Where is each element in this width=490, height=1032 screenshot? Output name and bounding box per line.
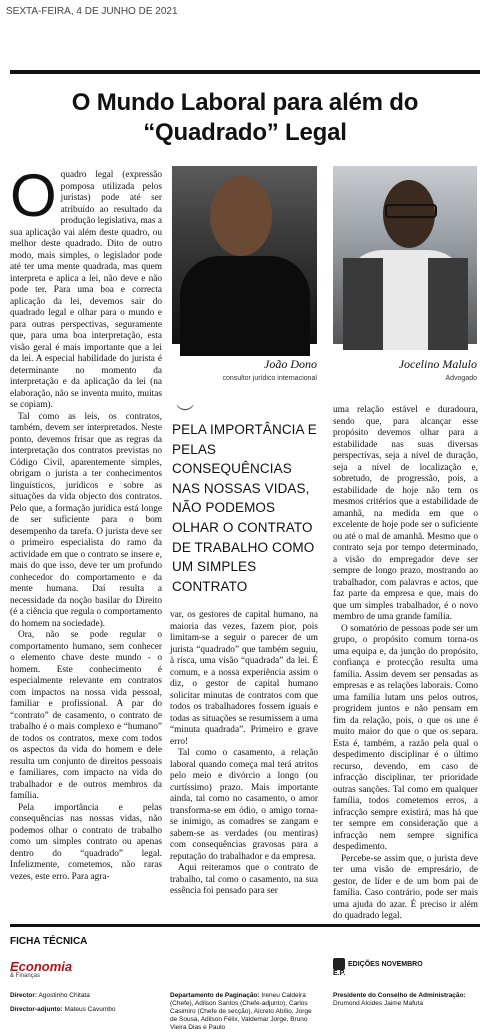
pull-quote: PELA IMPORTÂNCIA E PELAS CONSEQUÊNCIAS NAS NOSSAS VIDAS, NÃO PODEMOS OLHAR O CONTRATO DE TRABALHO COMO UM SIMPLES CONTRATO <box>172 422 317 594</box>
publisher-logo-icon <box>333 958 345 970</box>
pagination-label: Departamento de Paginação: <box>170 992 260 999</box>
paragraph: Ora, não se pode regular o comportamento humano, sem conhecer o elemento chave deste mundo - o homem. Este conhecimento é especialmente relevante em contratos com impactos na nossa vida pessoal, familiar e profissional. A par do “contrato” de casamento, o contrato de trabalho é o mais complexo e “humano” de todos os contratos, mexe com todos os aspectos da vida do homem e dele resulta um conjunto de direitos pessoais e familiares, com impacto na vida do trabalhador e de outros membros da família. <box>10 630 162 801</box>
director-credit <box>10 992 160 1000</box>
author-name: Jocelino Malulo <box>398 357 477 371</box>
director-label: Director: <box>10 992 38 999</box>
article-column-1 <box>10 162 162 908</box>
author-photo-jocelino-malulo <box>333 166 477 344</box>
author-role: consultor jurídico internacional <box>222 375 317 382</box>
paragraph: Tal como as leis, os contratos, também, devem ser interpretados. Neste ponto, devemos frisar que as regras da interpretação dos contratos previstas no Código Civil, aparentemente simples, obrigam o jurista a ter conhecimentos linguísticos, jurídicos e sobre as situações da vida objecto dos contratos. Pelo que, a formação jurídica está longe de ser suficiente para o bom desempenho da tarefa. O jurista deve ser o primeiro especialista do ramo da actividade em que o contrato se insere e, mais do que isso, deve ter um profundo conhecedor do comportamento e da mente humana. Daí resulta a necessidade da noção basilar do Direito (é a ciência que regula o comportamento do homem na sociedade). <box>10 411 162 629</box>
paragraph: var, os gestores de capital humano, na maioria das vezes, fazem pior, pois limitam-se a seguir o parecer de um jurista “quadrado” que também seguiu, à risca, uma visão “quadrada” da lei. É comum, e a nossa experiência assim o diz, o gestor de capital humano solicitar minutas de contratos com que todos os trabalhadores fossem iguais e todas as situações se resumissem a uma “minuta quadrada”. Primeiro e grave erro! <box>170 610 318 747</box>
publisher-logo-text: EDIÇÕES NOVEMBRO E.P. <box>333 960 423 977</box>
pagination-credit <box>170 992 320 1032</box>
paragraph: Percebe-se assim que, o jurista deve ter uma visão de empresário, de gestor, de líder e de um bom pai de família. Caso contrário, pode ser mais uma ajuda do azar. É preciso ir além do quadrado legal. <box>333 853 478 921</box>
photo-figure-body <box>180 256 310 356</box>
article-column-2 <box>170 610 318 908</box>
article-column-3 <box>333 405 478 921</box>
article-headline: O Mundo Laboral para além do “Quadrado” Legal <box>71 89 419 146</box>
paragraph: Aqui reiteramos que o contrato de trabalho, tal como o casamento, na sua essência foi pensado para ser <box>170 863 318 896</box>
pagination-names: Ireneu Caldeira (Chefe), Adilson Santos (Chefe-adjunto), Carlos Casimiro (Chefe de secção), Alcreto Abílio, Jorge de Sousa, Adilson Félix, Valdemar Jorge, Bruno Vieira Dias e Paulo <box>170 992 312 1031</box>
photo-figure-head <box>210 176 272 256</box>
logo-sub-text: & Finanças <box>10 973 41 979</box>
deputy-name: Mateus Cavumbo <box>64 1006 116 1013</box>
drop-cap: O <box>10 162 57 229</box>
bottom-rule <box>10 924 480 927</box>
paragraph: quadro legal (expressão pomposa utilizada pelos juristas) pode até ser atribuído ao resultado da produção legislativa, mas a sua aplicação vai além deste quadro, ou melhor deste quadrado. Dito de outro modo, mais simples, o legislador pode até ter uma mente quadrada, mas quem interpreta e aplica a lei, não deve e não pode ter. Para uma boa e correcta aplicação da lei, devemos sair do quadrado legal e olhar para o mundo e para outras perspectivas, seguramente que, para uma boa interpretação, esta visão geral é mais importante que a lei da lei. A especial habilidade do jurista é determinante no momento da interpretação e da aplicação da lei (na elaboração, não se inventa muito, muitas se copiam). <box>10 170 162 410</box>
president-name: Drumond Alcides Jaime Mafuta <box>333 1000 423 1007</box>
top-rule <box>10 70 480 74</box>
photo-figure-jacket <box>343 258 383 350</box>
author-role: Advogado <box>445 375 477 382</box>
director-name: Agostinho Chitata <box>38 992 90 999</box>
author-name: João Dono <box>264 357 317 371</box>
economia-financas-logo <box>10 960 80 980</box>
president-credit <box>333 992 478 1008</box>
photo-figure-glasses <box>385 204 437 218</box>
edicoes-novembro-logo <box>333 958 433 978</box>
photo-figure-jacket <box>428 258 468 350</box>
logo-main-text: Economia <box>10 959 73 974</box>
paragraph: uma relação estável e duradoura, sendo que, para alcançar esse propósito devemos olhar para a estabilidade nas suas diversas perspectivas, seja a nível de duração, seja a nível de localização e, sobretudo, de progressão, pois, a estabilidade de hoje não tem os mesmos critérios que a estabilidade de amanhã, na medida em que o excelente de hoje pode ser o suficiente ou até o mal de amanhã. Mesmo que o contrato seja por tempo determinado, a visão do empregador deve ser sempre de longo prazo, mostrando ao trabalhador, com palavras e actos, que faz parte da empresa e que, mais do que um simples trabalhador, é o novo membro de uma grande família. <box>333 405 478 622</box>
author-photo-joao-dono <box>172 166 317 344</box>
paragraph: Tal como o casamento, a relação laboral quando começa mal terá atritos pelo meio e divórcio a longo (ou curtíssimo) prazo. Mais importante ainda, tal como no casamento, o amor transforma-se em ódio, o amigo torna-se inimigo, as comadres se zangam e sabem-se as verdades (ou mentiras) com consequências gravosas para a reputação do trabalhador e da empresa. <box>170 748 318 862</box>
ficha-tecnica-title: FICHA TÉCNICA <box>10 936 88 947</box>
president-label: Presidente do Conselho de Administração: <box>333 992 466 999</box>
deputy-credit <box>10 1006 160 1014</box>
paragraph: O somatório de pessoas pode ser um grupo, o propósito comum torna-os uma equipa e, da junção do propósito, confiança e protecção resulta uma família. Assim devem ser pensadas as empresas e as relações laborais. Como uma família lutam uns pelos outros, progridem juntos e não pensam em fim da relação, pois, o que os une é muito maior do que o que os separa. Esta é, também, a razão pela qual o despedimento disciplinar é o último recurso, devendo, em caso de infracção disciplinar, ter prioridade outras sanções. Tal como em qualquer família, todos cometemos erros, a infracção sempre existirá, mas há que ter sempre em consideração que a infracção nem sempre significa despedimento. <box>333 623 478 852</box>
page-date: SEXTA-FEIRA, 4 DE JUNHO DE 2021 <box>6 6 178 17</box>
quote-mark-icon: ︶ <box>176 404 194 424</box>
deputy-label: Director-adjunto: <box>10 1006 63 1013</box>
paragraph: Pela importância e pelas consequências nas nossas vidas, não podemos olhar o contrato de trabalho como um simples contrato ou apenas dentro do “quadrado” legal. Infelizmente, cometemos, não raras vezes, este erro. Para agra- <box>10 802 162 882</box>
